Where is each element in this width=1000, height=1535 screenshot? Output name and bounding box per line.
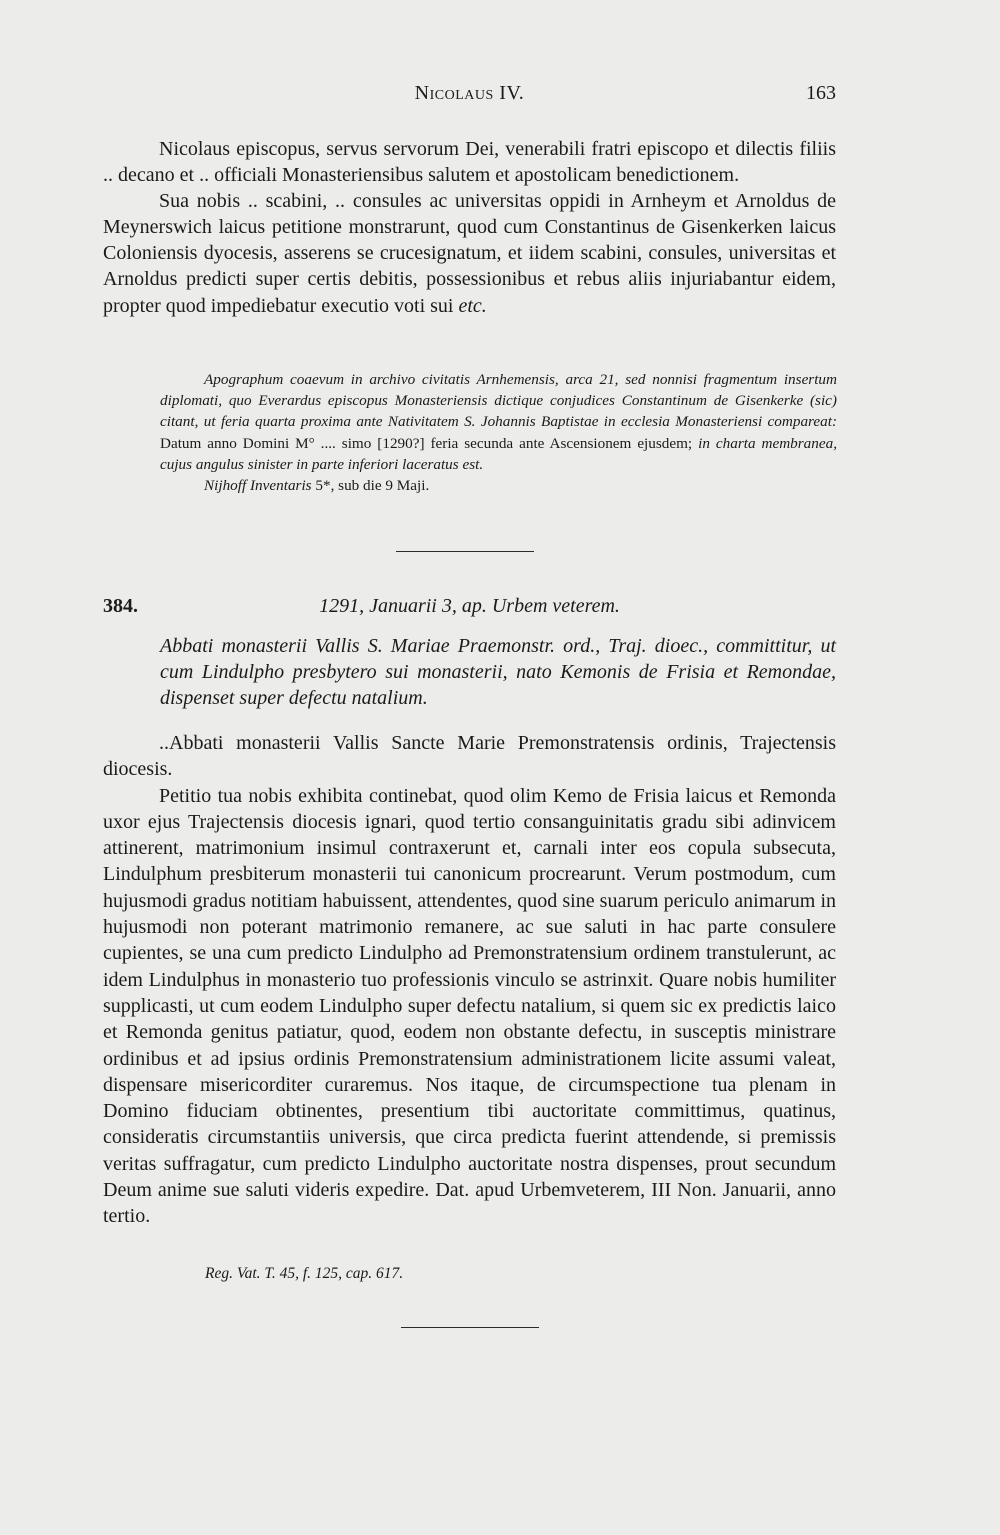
note-reference-detail: 5*, sub die 9 Maji.	[315, 477, 430, 495]
main-text-paragraph: Petitio tua nobis exhibita continebat, quod olim Kemo de Frisia laicus et Remonda uxor ejus Trajectensis diocesis ignari, quod tertio consanguinitatis gradu sibi adinvicem attinerent, matrimonium insimul contraxerunt et, carnali inter eos copula subsecuta, Lindulphum presbiterum monasterii tui canonicum procrearunt. Verum postmodum, cum hujusmodi gradus notitiam habuissent, attendentes, quod sine suarum periculo animarum in hujusmodi non poterant matrimonio remanere, ac sue saluti in hac parte consulere cupientes, se una cum predicto Lindulpho ad Premonstratensium ordinem transtulerunt, ac idem Lindulphus in monasterio tuo professionis vinculo se astrinxit. Quare nobis humiliter supplicasti, ut cum eodem Lindulpho super defectu natalium, si quem sic ex predictis laico et Remonda genitus patiatur, quod, eodem non obstante defectu, in susceptis ministrare ordinibus et ad ipsius ordinis Premonstratensium administrationem licite assumi valeat, dispensare misericorditer curaremus. Nos itaque, de circumspectione tua plenam in Domino fiduciam obtinentes, presentium tibi auctoritate committimus, quatinus, consideratis circumstantiis universis, que circa predicta fuerint attendende, si premissis veritas suffragatur, cum predicto Lindulpho auctoritate nostra dispenses, prout secundum Deum anime sue saluti videris expedire. Dat. apud Urbemveterem, III Non. Januarii, anno tertio.	[103, 784, 836, 1228]
petition-paragraph	[103, 188, 836, 318]
separator-rule-bottom	[401, 1327, 539, 1328]
etc-text: etc.	[458, 294, 487, 317]
page-header	[103, 82, 836, 110]
archival-note	[160, 369, 837, 496]
document-text	[103, 730, 836, 1230]
page-number: 163	[806, 82, 836, 104]
petition-text: Sua nobis .. scabini, .. consules ac universitas oppidi in Arnheym et Arnoldus de Meynerswich laicus petitione monstrarunt, quod cum Constantinus de Gisenkerken laicus Coloniensis dyocesis, asserens se crucesignatum, et iidem scabini, consules, universitas et Arnoldus predicti super certis debitis, possessionibus et rebus aliis injuriabantur eidem, propter quod impediebatur executio voti sui	[103, 190, 836, 317]
address-paragraph: ..Abbati monasterii Vallis Sancte Marie Premonstratensis ordinis, Trajectensis diocesis.	[103, 732, 836, 781]
document-number: 384.	[103, 595, 138, 617]
document-heading	[103, 595, 836, 629]
document-summary	[160, 633, 836, 712]
document-date: 1291, Januarii 3, ap. Urbem veterem.	[319, 595, 620, 617]
note-reference	[160, 475, 837, 496]
running-title: Nicolaus IV.	[414, 82, 525, 104]
note-part3: in charta membranea, cujus angulus sinister in parte inferiori laceratus est.	[160, 434, 838, 473]
previous-document-text	[103, 136, 836, 319]
separator-rule-top	[396, 551, 534, 552]
note-part1: Apographum coaevum in archivo civitatis Arnhemensis, arca 21, sed nonnisi fragmentum insertum diplomati, quo Everardus episcopus Monasteriensis dictique conjudices Constantinum de Gisenkerke (sic) citant, ut feria quarta proxima ante Nativitatem S. Johannis Baptistae in ecclesia Monasteriensi compareat:	[160, 371, 837, 431]
note-reference-title: Nijhoff Inventaris	[204, 477, 312, 495]
salutation-paragraph: Nicolaus episcopus, servus servorum Dei, venerabili fratri episcopo et dilectis filiis .. decano et .. officiali Monasteriensibus salutem et apostolicam benedictionem.	[103, 138, 836, 187]
archival-note-paragraph	[160, 369, 837, 475]
source-reference: Reg. Vat. T. 45, f. 125, cap. 617.	[205, 1265, 404, 1282]
summary-text: Abbati monasterii Vallis S. Mariae Praemonstr. ord., Traj. dioec., committitur, ut cum Lindulpho presbytero sui monasterii, nato Kemonis de Frisia et Remondae, dispenset super defectu natalium.	[160, 635, 836, 710]
note-part2: Datum anno Domini M° .... simo [1290?] feria secunda ante Ascensionem ejusdem;	[160, 434, 693, 452]
